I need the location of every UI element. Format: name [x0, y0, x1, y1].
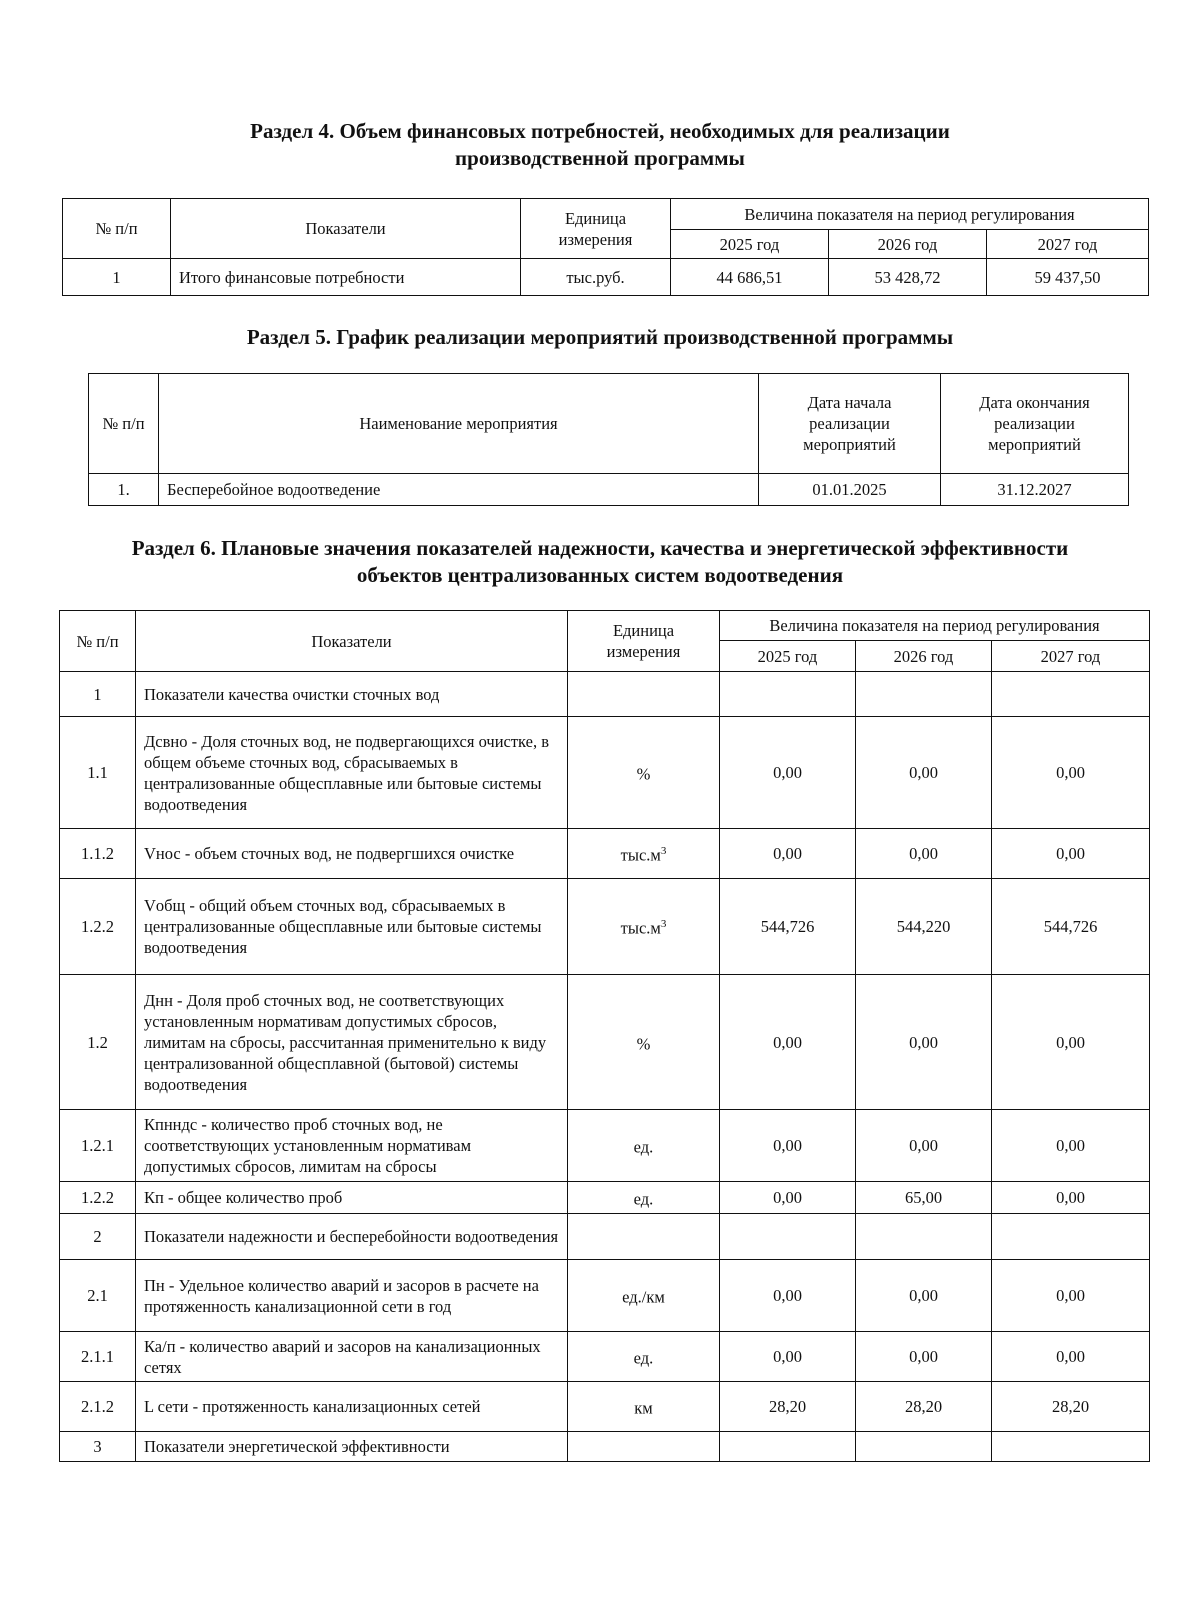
- table-row: [60, 717, 1150, 829]
- row-value: [720, 1214, 856, 1260]
- row-name: Показатели качества очистки сточных вод: [136, 672, 568, 717]
- table-row: [60, 829, 1150, 879]
- row-num: 2: [60, 1214, 136, 1260]
- row-value: [856, 1432, 992, 1462]
- row-name: Показатели энергетической эффективности: [136, 1432, 568, 1462]
- row-name: Дсвно - Доля сточных вод, не подвергающихся очистке, в общем объеме сточных вод, сбрасываемых в централизованные общесплавные или бытовые системы водоотведения: [136, 717, 568, 829]
- row-unit-text: ед.: [633, 1137, 654, 1157]
- row-value: 0,00: [992, 975, 1150, 1110]
- row-value: 0,00: [856, 829, 992, 879]
- row-unit: [568, 1260, 720, 1332]
- table-row: [60, 1110, 1150, 1182]
- row-num: 1.1: [60, 717, 136, 829]
- row-num: 1.2.2: [60, 879, 136, 975]
- s6-header-year: 2025 год: [720, 641, 856, 672]
- row-unit-text: ед.: [633, 1348, 654, 1368]
- row-name: Кп - общее количество проб: [136, 1182, 568, 1214]
- s4-header-unit: Единица измерения: [521, 199, 671, 259]
- s4-header-num: № п/п: [63, 199, 171, 259]
- s6-header-year: 2027 год: [992, 641, 1150, 672]
- table-row: [60, 1182, 1150, 1214]
- section4-title-line2: производственной программы: [455, 146, 745, 170]
- row-unit-text: %: [636, 764, 651, 784]
- row-value: [992, 1214, 1150, 1260]
- row-value: 0,00: [720, 1182, 856, 1214]
- s4-header-year: 2027 год: [987, 230, 1149, 259]
- s6-header-num: № п/п: [60, 611, 136, 672]
- table-row: [60, 1432, 1150, 1462]
- row-num: 1.1.2: [60, 829, 136, 879]
- row-value: 0,00: [720, 829, 856, 879]
- table-row: [60, 1214, 1150, 1260]
- row-num: 1: [63, 259, 171, 296]
- row-value: [992, 672, 1150, 717]
- row-num: 1.: [89, 474, 159, 506]
- row-unit: [568, 829, 720, 879]
- row-unit: [568, 1382, 720, 1432]
- row-unit: [568, 672, 720, 717]
- row-unit-text: тыс.м: [620, 918, 661, 938]
- row-value: 0,00: [992, 1110, 1150, 1182]
- row-name: L сети - протяженность канализационных сетей: [136, 1382, 568, 1432]
- row-num: 1: [60, 672, 136, 717]
- row-unit: [568, 1214, 720, 1260]
- row-value: 0,00: [992, 1332, 1150, 1382]
- row-value: 544,220: [856, 879, 992, 975]
- row-unit: [568, 1182, 720, 1214]
- row-value: 0,00: [856, 1110, 992, 1182]
- row-unit-text: тыс.м: [620, 845, 661, 865]
- row-value: 59 437,50: [987, 259, 1149, 296]
- row-name: Показатели надежности и бесперебойности водоотведения: [136, 1214, 568, 1260]
- row-value: 544,726: [992, 879, 1150, 975]
- row-value: 0,00: [856, 717, 992, 829]
- s4-header-year: 2025 год: [671, 230, 829, 259]
- row-unit-superscript: 3: [660, 918, 667, 931]
- section4-table: [62, 198, 1149, 296]
- table-row: [60, 879, 1150, 975]
- s6-header-unit: Единица измерения: [568, 611, 720, 672]
- table-row: [60, 1260, 1150, 1332]
- row-unit: [568, 1332, 720, 1382]
- row-unit-text: ед.: [633, 1189, 654, 1209]
- row-value: 0,00: [856, 1260, 992, 1332]
- row-name: Vобщ - общий объем сточных вод, сбрасываемых в централизованные общесплавные или бытовые системы водоотведения: [136, 879, 568, 975]
- row-value: 0,00: [992, 829, 1150, 879]
- row-value: 0,00: [992, 717, 1150, 829]
- s4-header-indicator: Показатели: [171, 199, 521, 259]
- s5-header-name: Наименование мероприятия: [159, 374, 759, 474]
- row-unit-text: ед./км: [622, 1287, 665, 1307]
- row-value: [856, 672, 992, 717]
- row-name: Кпнндс - количество проб сточных вод, не соответствующих установленным нормативам допустимых сбросов, лимитам на сбросы: [136, 1110, 568, 1182]
- table-row: [63, 259, 1149, 296]
- row-value: 44 686,51: [671, 259, 829, 296]
- row-value: 544,726: [720, 879, 856, 975]
- row-name: Итого финансовые потребности: [171, 259, 521, 296]
- row-end: 31.12.2027: [941, 474, 1129, 506]
- row-value: 0,00: [720, 717, 856, 829]
- s5-header-start: Дата начала реализации мероприятий: [759, 374, 941, 474]
- row-num: 2.1.1: [60, 1332, 136, 1382]
- row-unit-text: %: [636, 1034, 651, 1054]
- row-unit: [568, 879, 720, 975]
- section6-table: [59, 610, 1150, 1462]
- row-value: 0,00: [856, 1332, 992, 1382]
- row-name: Ка/п - количество аварий и засоров на канализационных сетях: [136, 1332, 568, 1382]
- row-value: 0,00: [720, 1332, 856, 1382]
- row-value: [720, 1432, 856, 1462]
- s4-header-year: 2026 год: [829, 230, 987, 259]
- section6-title: [0, 535, 1200, 589]
- row-num: 1.2.1: [60, 1110, 136, 1182]
- s5-header-num: № п/п: [89, 374, 159, 474]
- row-num: 2.1.2: [60, 1382, 136, 1432]
- row-unit: [568, 717, 720, 829]
- row-num: 1.2: [60, 975, 136, 1110]
- row-value: [856, 1214, 992, 1260]
- row-unit: тыс.руб.: [521, 259, 671, 296]
- row-value: 28,20: [856, 1382, 992, 1432]
- table-row: [60, 1382, 1150, 1432]
- row-start: 01.01.2025: [759, 474, 941, 506]
- row-num: 2.1: [60, 1260, 136, 1332]
- row-value: [720, 672, 856, 717]
- row-name: Vнос - объем сточных вод, не подвергшихся очистке: [136, 829, 568, 879]
- s4-header-period: Величина показателя на период регулирования: [671, 199, 1149, 230]
- table-row: [60, 1332, 1150, 1382]
- row-name: Пн - Удельное количество аварий и засоров в расчете на протяженность канализационной сети в год: [136, 1260, 568, 1332]
- row-value: 53 428,72: [829, 259, 987, 296]
- row-value: 0,00: [720, 1110, 856, 1182]
- table-row: [60, 975, 1150, 1110]
- row-unit: [568, 1432, 720, 1462]
- section4-title: [0, 118, 1200, 172]
- row-unit-text: км: [634, 1398, 653, 1418]
- row-name: Днн - Доля проб сточных вод, не соответствующих установленным нормативам допустимых сбросов, лимитам на сбросы, рассчитанная применительно к виду централизованной общесплавной (бытовой) системы водоотведения: [136, 975, 568, 1110]
- row-unit-superscript: 3: [660, 845, 667, 858]
- row-value: 28,20: [992, 1382, 1150, 1432]
- row-num: 3: [60, 1432, 136, 1462]
- row-value: 0,00: [720, 975, 856, 1110]
- row-unit: [568, 975, 720, 1110]
- row-value: 28,20: [720, 1382, 856, 1432]
- section4-title-line1: Раздел 4. Объем финансовых потребностей, необходимых для реализации: [250, 119, 950, 143]
- section6-title-line2: объектов централизованных систем водоотведения: [356, 563, 844, 587]
- row-value: 0,00: [720, 1260, 856, 1332]
- row-value: 0,00: [856, 975, 992, 1110]
- row-num: 1.2.2: [60, 1182, 136, 1214]
- row-unit: [568, 1110, 720, 1182]
- section5-title: Раздел 5. График реализации мероприятий производственной программы: [246, 325, 954, 349]
- s6-header-year: 2026 год: [856, 641, 992, 672]
- row-value: 65,00: [856, 1182, 992, 1214]
- table-row: [89, 474, 1129, 506]
- s5-header-end: Дата окончания реализации мероприятий: [941, 374, 1129, 474]
- row-value: 0,00: [992, 1182, 1150, 1214]
- s6-header-period: Величина показателя на период регулирования: [720, 611, 1150, 641]
- row-value: 0,00: [992, 1260, 1150, 1332]
- table-row: [60, 672, 1150, 717]
- s6-header-indicator: Показатели: [136, 611, 568, 672]
- section6-title-line1: Раздел 6. Плановые значения показателей надежности, качества и энергетической эффективности: [131, 536, 1069, 560]
- row-name: Бесперебойное водоотведение: [159, 474, 759, 506]
- section5-table: [88, 373, 1129, 506]
- row-value: [992, 1432, 1150, 1462]
